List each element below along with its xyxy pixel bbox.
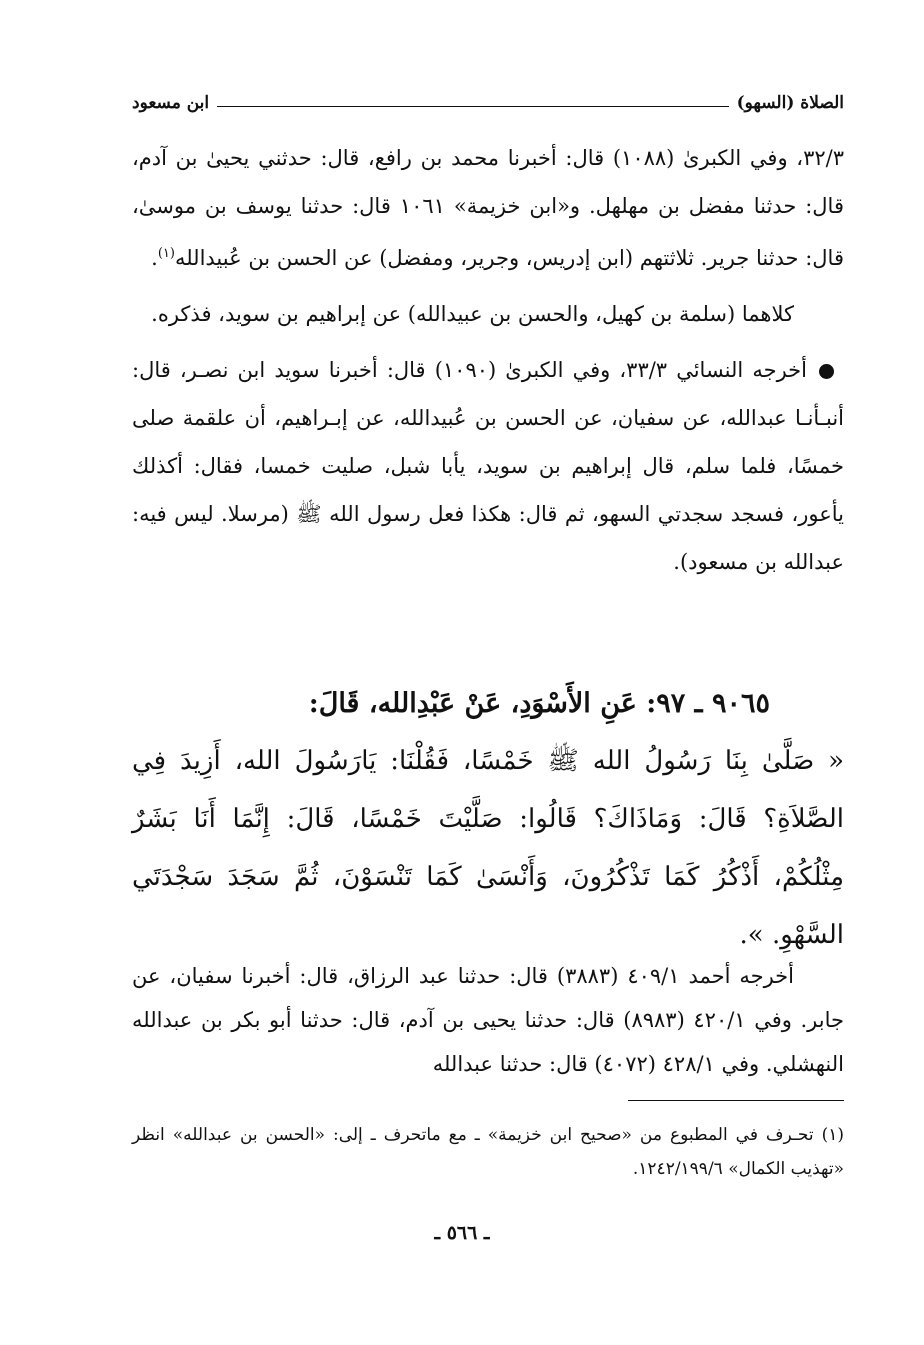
footnote: (١) تحـرف في المطبوع من «صحيح ابن خزيمة» ـ مع ماتحرف ـ إلى: «الحسن بن عبدالله» انظر «تهذيب الكمال» ١٢٤٢/١٩٩/٦. — [132, 1125, 844, 1179]
hadith-text: « صَلَّىٰ بِنَا رَسُولُ الله ﷺ خَمْسًا، فَقُلْنَا: يَارَسُولَ الله، أَزِيدَ فِي الصَّلاَةِ؟ قَالَ: وَمَاذَاكَ؟ قَالُوا: صَلَّيْتَ خَمْسًا، قَالَ: إِنَّمَا أَنَا بَشَرٌ مِثْلُكُمْ، أَذْكُرُ كَمَا تَذْكُرُونَ، وَأَنْسَىٰ كَمَا تَنْسَوْنَ، ثُمَّ سَجَدَ سَجْدَتَي السَّهْوِ. ». — [132, 746, 844, 950]
footnote-divider — [628, 1100, 844, 1101]
running-head-narrator: ابن مسعود — [132, 93, 210, 113]
page-number: ـ ٥٦٦ ـ — [434, 1222, 490, 1244]
paragraph-chain-of-narration — [132, 134, 844, 282]
main-text — [132, 134, 844, 586]
running-head — [132, 88, 844, 118]
paragraph-text: أخرجه النسائي ٣٣/٣، وفي الكبرىٰ (١٠٩٠) قال: أخبرنا سويد ابن نصـر، قال: أنبـأنـا عبدالله، عن سفيان، عن الحسن بن عُبيدالله، عن إبـراهيم، أن علقمة صلى خمسًا، فلما سلم، قال إبراهيم بن سويد، يأبا شبل، صليت خمسا، فقال: أكذلك يأعور، فسجد سجدتي السهو، ثم قال: هكذا فعل رسول الله ﷺ (مرسلا. ليس فيه: عبدالله بن مسعود). — [132, 358, 844, 574]
running-head-chapter: الصلاة (السهو) — [736, 93, 844, 113]
takhrij-paragraph: أخرجه أحمد ٤٠٩/١ (٣٨٨٣) قال: حدثنا عبد الرزاق، قال: أخبرنا سفيان، عن جابر. وفي ٤٢٠/١ (٨٩٨٣) قال: حدثنا يحيى بن آدم، قال: حدثنا أبو بكر بن عبدالله النهشلي. وفي ٤٢٨/١ (٤٠٧٢) قال: حدثنا عبدالله — [132, 964, 844, 1076]
hadith-heading: ٩٠٦٥ ـ ٩٧: عَنِ الأَسْوَدِ، عَنْ عَبْدِالله، قَالَ: — [308, 688, 770, 719]
paragraph-both-chains: كلاهما (سلمة بن كهيل، والحسن بن عبيدالله) عن إبراهيم بن سويد، فذكره. — [151, 302, 794, 326]
running-head-rule — [217, 106, 728, 107]
paragraph-text: ٣٢/٣، وفي الكبرىٰ (١٠٨٨) قال: أخبرنا محمد بن رافع، قال: حدثني يحيىٰ بن آدم، قال: حدثنا مفضل بن مهلهل. و«ابن خزيمة» ١٠٦١ قال: حدثنا يوسف بن موسىٰ، قال: حدثنا جرير. ثلاثتهم (ابن إدريس، وجرير، ومفضل) عن الحسن بن عُبيدالله — [132, 146, 844, 270]
paragraph-end: . — [151, 246, 158, 270]
paragraph-nasai — [132, 346, 844, 586]
footnote-marker[interactable]: (١) — [157, 246, 175, 261]
bullet-icon — [819, 364, 834, 379]
